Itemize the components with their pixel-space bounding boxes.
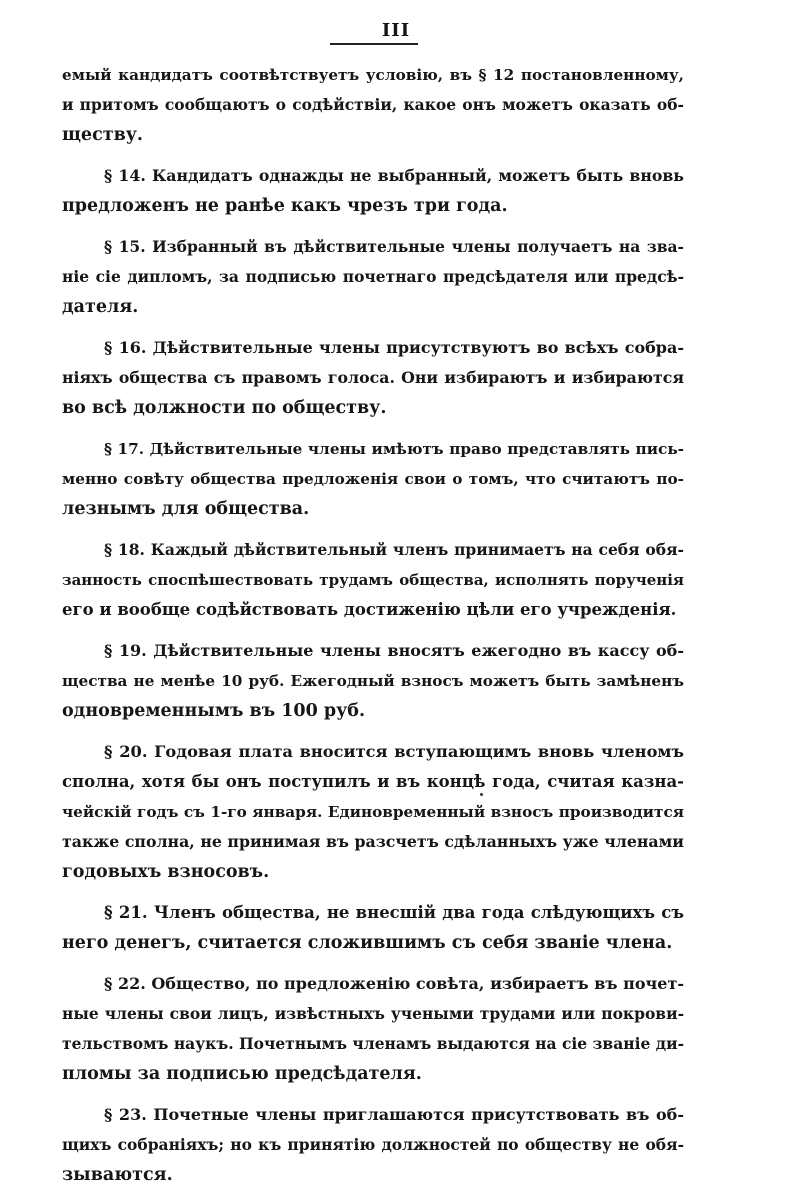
text-line: и притомъ сообщаютъ о содѣйствіи, какое онъ можетъ оказать об- xyxy=(62,95,684,114)
text-line: занность споспѣшествовать трудамъ общества, исполнять порученія xyxy=(62,571,684,589)
ink-speck xyxy=(480,793,483,796)
text-line: зываются. xyxy=(62,1165,173,1185)
text-line: лезнымъ для общества. xyxy=(62,499,310,519)
text-line: § 23. Почетные члены приглашаются присутствовать въ об- xyxy=(104,1105,684,1124)
page-header xyxy=(0,20,792,42)
text-line: ніяхъ общества съ правомъ голоса. Они избираютъ и избираются xyxy=(62,368,684,387)
paragraph-p17 xyxy=(62,434,684,524)
text-line: тельствомъ наукъ. Почетнымъ членамъ выдаются на сіе званіе ди- xyxy=(62,1034,684,1053)
text-line: § 18. Каждый дѣйствительный членъ принимаетъ на себя обя- xyxy=(104,540,684,559)
text-line: дателя. xyxy=(62,297,139,317)
text-line: одновременнымъ въ 100 руб. xyxy=(62,701,366,721)
text-line: § 21. Членъ общества, не внесшій два года слѣдующихъ съ xyxy=(104,903,684,922)
paragraph-p20 xyxy=(62,737,684,887)
text-line: щихъ собраніяхъ; но къ принятію должностей по обществу не обя- xyxy=(62,1135,684,1154)
header-rule xyxy=(330,43,418,45)
text-line: щества не менѣе 10 руб. Ежегодный взносъ можетъ быть замѣненъ xyxy=(62,672,684,690)
text-line: § 16. Дѣйствительные члены присутствуютъ во всѣхъ собра- xyxy=(104,338,684,357)
text-line: § 14. Кандидатъ однажды не выбранный, можетъ быть вновь xyxy=(104,166,684,185)
paragraph-p16 xyxy=(62,333,684,423)
text-line: годовыхъ взносовъ. xyxy=(62,862,270,882)
text-line: § 15. Избранный въ дѣйствительные члены получаетъ на зва- xyxy=(104,237,684,256)
text-line: во всѣ должности по обществу. xyxy=(62,398,387,418)
paragraph-p22 xyxy=(62,969,684,1089)
text-line: § 20. Годовая плата вносится вступающимъ вновь членомъ xyxy=(104,742,684,761)
text-line: его и вообще содѣйствовать достиженію цѣли его учрежденія. xyxy=(62,600,677,619)
text-line: сполна, хотя бы онъ поступилъ и въ концѣ года, считая казна- xyxy=(62,772,684,791)
text-line: ные члены свои лицъ, извѣстныхъ учеными трудами или покрови- xyxy=(62,1004,684,1023)
text-line: емый кандидатъ соотвѣтствуетъ условію, въ § 12 постановленному, xyxy=(62,66,684,84)
text-line: менно совѣту общества предложенія свои о томъ, что считаютъ по- xyxy=(62,470,684,488)
paragraph-p14 xyxy=(62,161,684,221)
text-line: § 19. Дѣйствительные члены вносятъ ежегодно въ кассу об- xyxy=(104,641,684,660)
paragraph-p-cont xyxy=(62,60,684,150)
paragraph-p19 xyxy=(62,636,684,726)
text-line: него денегъ, считается сложившимъ съ себя званіе члена. xyxy=(62,933,673,953)
text-line: § 22. Общество, по предложенію совѣта, избираетъ въ почет- xyxy=(104,974,684,993)
text-line: ніе сіе дипломъ, за подписью почетнаго предсѣдателя или предсѣ- xyxy=(62,267,684,286)
paragraph-p21 xyxy=(62,898,684,958)
paragraph-p15 xyxy=(62,232,684,322)
text-line: пломы за подписью предсѣдателя. xyxy=(62,1064,422,1084)
paragraph-p23 xyxy=(62,1100,684,1190)
page-number: III xyxy=(381,20,411,41)
text-line: ществу. xyxy=(62,125,144,145)
text-line: предложенъ не ранѣе какъ чрезъ три года. xyxy=(62,196,508,216)
body-text xyxy=(62,60,684,1201)
text-line: также сполна, не принимая въ разсчетъ сдѣланныхъ уже членами xyxy=(62,832,684,851)
text-line: § 17. Дѣйствительные члены имѣютъ право представлять пись- xyxy=(104,440,684,458)
text-line: чейскій годъ съ 1-го января. Единовременный взносъ производится xyxy=(62,803,684,821)
paragraph-p18 xyxy=(62,535,684,625)
